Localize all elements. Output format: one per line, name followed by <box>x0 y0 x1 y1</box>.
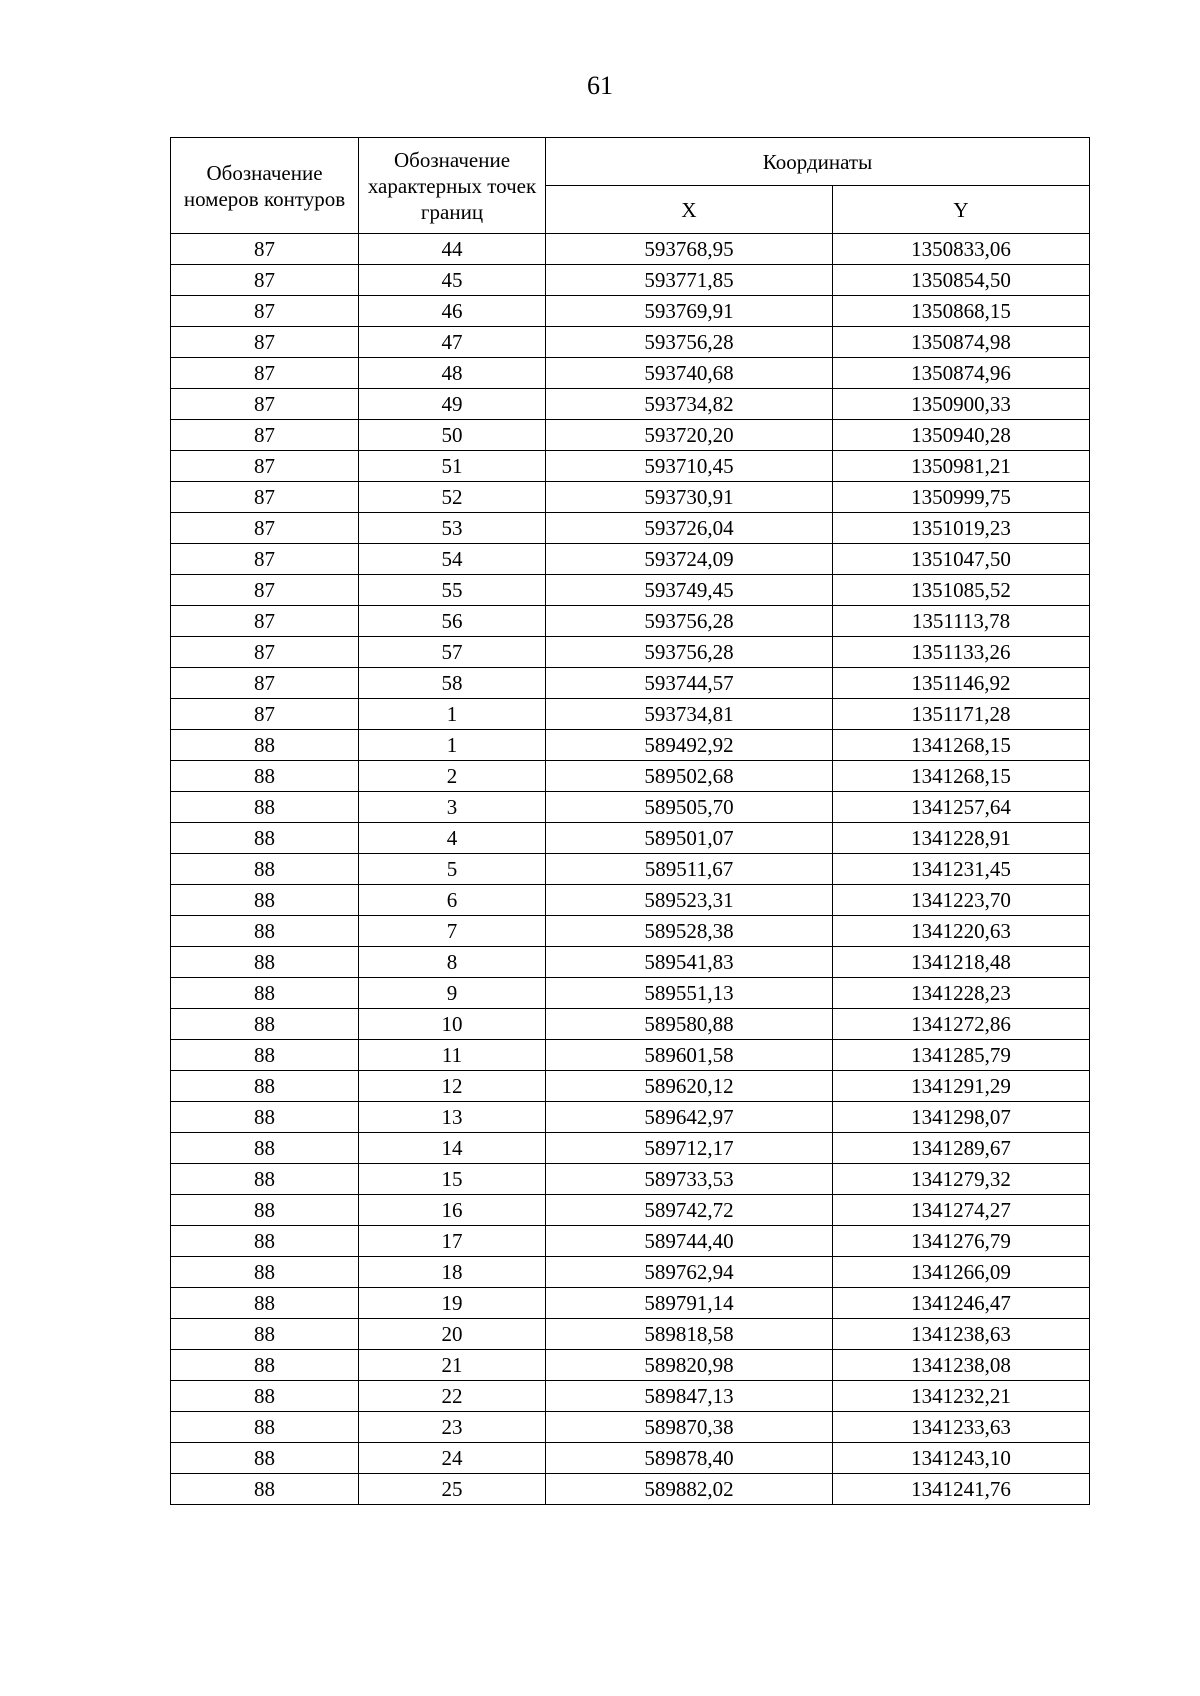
table-row <box>171 761 1090 792</box>
table-row <box>171 1226 1090 1257</box>
cell-point: 11 <box>359 1040 546 1071</box>
table-row <box>171 1009 1090 1040</box>
cell-x: 589501,07 <box>546 823 833 854</box>
table-row <box>171 1195 1090 1226</box>
cell-y: 1341285,79 <box>833 1040 1090 1071</box>
table-row <box>171 792 1090 823</box>
cell-y: 1350868,15 <box>833 296 1090 327</box>
table-row <box>171 1164 1090 1195</box>
cell-x: 593734,82 <box>546 389 833 420</box>
table-row <box>171 451 1090 482</box>
cell-y: 1341272,86 <box>833 1009 1090 1040</box>
table-row <box>171 1257 1090 1288</box>
cell-contour: 88 <box>171 1381 359 1412</box>
cell-x: 593749,45 <box>546 575 833 606</box>
cell-contour: 87 <box>171 234 359 265</box>
cell-point: 10 <box>359 1009 546 1040</box>
cell-contour: 88 <box>171 1071 359 1102</box>
cell-point: 2 <box>359 761 546 792</box>
table-row <box>171 1443 1090 1474</box>
cell-y: 1341241,76 <box>833 1474 1090 1505</box>
cell-contour: 88 <box>171 1319 359 1350</box>
cell-contour: 88 <box>171 1257 359 1288</box>
cell-y: 1351085,52 <box>833 575 1090 606</box>
cell-x: 589818,58 <box>546 1319 833 1350</box>
cell-y: 1341223,70 <box>833 885 1090 916</box>
cell-y: 1350900,33 <box>833 389 1090 420</box>
cell-y: 1350833,06 <box>833 234 1090 265</box>
table-row <box>171 1102 1090 1133</box>
cell-y: 1341268,15 <box>833 761 1090 792</box>
cell-x: 589620,12 <box>546 1071 833 1102</box>
cell-point: 46 <box>359 296 546 327</box>
cell-x: 593710,45 <box>546 451 833 482</box>
cell-contour: 88 <box>171 1474 359 1505</box>
cell-contour: 88 <box>171 1040 359 1071</box>
table-row <box>171 513 1090 544</box>
cell-contour: 88 <box>171 1009 359 1040</box>
cell-x: 589712,17 <box>546 1133 833 1164</box>
cell-y: 1350999,75 <box>833 482 1090 513</box>
header-point-number: Обозначение характерных точек границ <box>359 138 546 234</box>
cell-point: 16 <box>359 1195 546 1226</box>
cell-y: 1351133,26 <box>833 637 1090 668</box>
cell-x: 589733,53 <box>546 1164 833 1195</box>
cell-contour: 88 <box>171 1226 359 1257</box>
cell-point: 24 <box>359 1443 546 1474</box>
cell-point: 23 <box>359 1412 546 1443</box>
cell-x: 593730,91 <box>546 482 833 513</box>
cell-y: 1341276,79 <box>833 1226 1090 1257</box>
cell-contour: 87 <box>171 606 359 637</box>
cell-point: 17 <box>359 1226 546 1257</box>
table-row <box>171 544 1090 575</box>
cell-x: 589541,83 <box>546 947 833 978</box>
cell-x: 589820,98 <box>546 1350 833 1381</box>
cell-x: 589511,67 <box>546 854 833 885</box>
cell-contour: 88 <box>171 916 359 947</box>
cell-y: 1341238,63 <box>833 1319 1090 1350</box>
cell-y: 1341246,47 <box>833 1288 1090 1319</box>
table-row <box>171 296 1090 327</box>
cell-y: 1341232,21 <box>833 1381 1090 1412</box>
cell-y: 1341298,07 <box>833 1102 1090 1133</box>
cell-x: 593756,28 <box>546 637 833 668</box>
table-row <box>171 637 1090 668</box>
cell-x: 589502,68 <box>546 761 833 792</box>
table-row <box>171 327 1090 358</box>
cell-x: 589744,40 <box>546 1226 833 1257</box>
table-row <box>171 854 1090 885</box>
cell-contour: 87 <box>171 420 359 451</box>
cell-contour: 88 <box>171 1288 359 1319</box>
cell-point: 1 <box>359 699 546 730</box>
cell-point: 54 <box>359 544 546 575</box>
cell-y: 1351113,78 <box>833 606 1090 637</box>
cell-contour: 87 <box>171 668 359 699</box>
cell-x: 589870,38 <box>546 1412 833 1443</box>
cell-contour: 87 <box>171 575 359 606</box>
cell-point: 8 <box>359 947 546 978</box>
cell-y: 1341274,27 <box>833 1195 1090 1226</box>
cell-x: 593740,68 <box>546 358 833 389</box>
cell-y: 1350874,98 <box>833 327 1090 358</box>
cell-point: 48 <box>359 358 546 389</box>
cell-point: 56 <box>359 606 546 637</box>
cell-point: 3 <box>359 792 546 823</box>
cell-contour: 87 <box>171 296 359 327</box>
cell-y: 1350874,96 <box>833 358 1090 389</box>
cell-contour: 88 <box>171 823 359 854</box>
cell-x: 589791,14 <box>546 1288 833 1319</box>
cell-x: 589505,70 <box>546 792 833 823</box>
cell-x: 593769,91 <box>546 296 833 327</box>
table-row <box>171 358 1090 389</box>
cell-x: 593756,28 <box>546 606 833 637</box>
table-row <box>171 1040 1090 1071</box>
table-row <box>171 575 1090 606</box>
cell-contour: 88 <box>171 761 359 792</box>
cell-point: 4 <box>359 823 546 854</box>
cell-x: 589762,94 <box>546 1257 833 1288</box>
cell-point: 57 <box>359 637 546 668</box>
cell-contour: 88 <box>171 730 359 761</box>
cell-point: 18 <box>359 1257 546 1288</box>
table-row <box>171 947 1090 978</box>
cell-y: 1341266,09 <box>833 1257 1090 1288</box>
cell-contour: 87 <box>171 482 359 513</box>
cell-contour: 87 <box>171 513 359 544</box>
cell-point: 25 <box>359 1474 546 1505</box>
cell-x: 593756,28 <box>546 327 833 358</box>
table-row <box>171 916 1090 947</box>
cell-point: 14 <box>359 1133 546 1164</box>
header-coordinates: Координаты <box>546 138 1090 186</box>
header-y: Y <box>833 186 1090 234</box>
table-row <box>171 823 1090 854</box>
cell-x: 593720,20 <box>546 420 833 451</box>
cell-x: 589528,38 <box>546 916 833 947</box>
table-row <box>171 482 1090 513</box>
cell-point: 50 <box>359 420 546 451</box>
cell-point: 22 <box>359 1381 546 1412</box>
cell-x: 593771,85 <box>546 265 833 296</box>
cell-y: 1351171,28 <box>833 699 1090 730</box>
table-row <box>171 1350 1090 1381</box>
cell-x: 589882,02 <box>546 1474 833 1505</box>
cell-point: 47 <box>359 327 546 358</box>
cell-contour: 88 <box>171 1350 359 1381</box>
cell-point: 55 <box>359 575 546 606</box>
cell-point: 20 <box>359 1319 546 1350</box>
cell-contour: 87 <box>171 451 359 482</box>
table-row <box>171 730 1090 761</box>
table-row <box>171 1474 1090 1505</box>
table-row <box>171 234 1090 265</box>
table-header <box>171 138 1090 234</box>
table-body <box>171 234 1090 1505</box>
cell-point: 44 <box>359 234 546 265</box>
cell-y: 1341218,48 <box>833 947 1090 978</box>
cell-y: 1341257,64 <box>833 792 1090 823</box>
cell-contour: 87 <box>171 358 359 389</box>
cell-x: 593744,57 <box>546 668 833 699</box>
table-row <box>171 420 1090 451</box>
cell-contour: 87 <box>171 265 359 296</box>
cell-x: 593726,04 <box>546 513 833 544</box>
cell-contour: 87 <box>171 637 359 668</box>
cell-point: 5 <box>359 854 546 885</box>
cell-contour: 87 <box>171 327 359 358</box>
cell-point: 52 <box>359 482 546 513</box>
cell-contour: 87 <box>171 699 359 730</box>
cell-contour: 88 <box>171 947 359 978</box>
cell-contour: 88 <box>171 1133 359 1164</box>
table-row <box>171 978 1090 1009</box>
cell-x: 589847,13 <box>546 1381 833 1412</box>
cell-x: 589551,13 <box>546 978 833 1009</box>
cell-contour: 88 <box>171 1164 359 1195</box>
cell-y: 1350940,28 <box>833 420 1090 451</box>
cell-y: 1341231,45 <box>833 854 1090 885</box>
cell-y: 1341279,32 <box>833 1164 1090 1195</box>
table-row <box>171 265 1090 296</box>
cell-contour: 88 <box>171 1195 359 1226</box>
cell-contour: 88 <box>171 792 359 823</box>
cell-point: 51 <box>359 451 546 482</box>
cell-x: 589742,72 <box>546 1195 833 1226</box>
cell-x: 593734,81 <box>546 699 833 730</box>
cell-point: 45 <box>359 265 546 296</box>
cell-x: 589642,97 <box>546 1102 833 1133</box>
cell-contour: 88 <box>171 1412 359 1443</box>
cell-contour: 87 <box>171 389 359 420</box>
table-row <box>171 699 1090 730</box>
cell-point: 19 <box>359 1288 546 1319</box>
cell-point: 1 <box>359 730 546 761</box>
cell-point: 12 <box>359 1071 546 1102</box>
cell-y: 1341228,91 <box>833 823 1090 854</box>
cell-y: 1341238,08 <box>833 1350 1090 1381</box>
table-row <box>171 1381 1090 1412</box>
cell-point: 7 <box>359 916 546 947</box>
header-contour-number: Обозначение номеров контуров <box>171 138 359 234</box>
table-row <box>171 606 1090 637</box>
coordinates-table <box>170 137 1090 1505</box>
cell-x: 589878,40 <box>546 1443 833 1474</box>
cell-contour: 88 <box>171 1102 359 1133</box>
cell-y: 1341291,29 <box>833 1071 1090 1102</box>
cell-contour: 88 <box>171 854 359 885</box>
cell-contour: 88 <box>171 885 359 916</box>
table-row <box>171 885 1090 916</box>
cell-point: 9 <box>359 978 546 1009</box>
cell-point: 6 <box>359 885 546 916</box>
cell-x: 589523,31 <box>546 885 833 916</box>
cell-contour: 88 <box>171 978 359 1009</box>
cell-point: 21 <box>359 1350 546 1381</box>
cell-y: 1341228,23 <box>833 978 1090 1009</box>
cell-point: 58 <box>359 668 546 699</box>
header-x: X <box>546 186 833 234</box>
table-row <box>171 1288 1090 1319</box>
table-row <box>171 1071 1090 1102</box>
table-row <box>171 389 1090 420</box>
page-number: 61 <box>587 71 613 100</box>
cell-y: 1341289,67 <box>833 1133 1090 1164</box>
cell-x: 589580,88 <box>546 1009 833 1040</box>
cell-y: 1351146,92 <box>833 668 1090 699</box>
table-row <box>171 1412 1090 1443</box>
cell-y: 1341243,10 <box>833 1443 1090 1474</box>
cell-point: 53 <box>359 513 546 544</box>
cell-y: 1350981,21 <box>833 451 1090 482</box>
cell-x: 593768,95 <box>546 234 833 265</box>
cell-y: 1350854,50 <box>833 265 1090 296</box>
cell-y: 1351047,50 <box>833 544 1090 575</box>
cell-point: 15 <box>359 1164 546 1195</box>
cell-y: 1351019,23 <box>833 513 1090 544</box>
cell-y: 1341220,63 <box>833 916 1090 947</box>
cell-y: 1341233,63 <box>833 1412 1090 1443</box>
cell-x: 589492,92 <box>546 730 833 761</box>
table-row <box>171 1319 1090 1350</box>
cell-y: 1341268,15 <box>833 730 1090 761</box>
cell-x: 589601,58 <box>546 1040 833 1071</box>
table-row <box>171 668 1090 699</box>
cell-contour: 87 <box>171 544 359 575</box>
table-row <box>171 1133 1090 1164</box>
cell-point: 13 <box>359 1102 546 1133</box>
cell-contour: 88 <box>171 1443 359 1474</box>
cell-x: 593724,09 <box>546 544 833 575</box>
cell-point: 49 <box>359 389 546 420</box>
